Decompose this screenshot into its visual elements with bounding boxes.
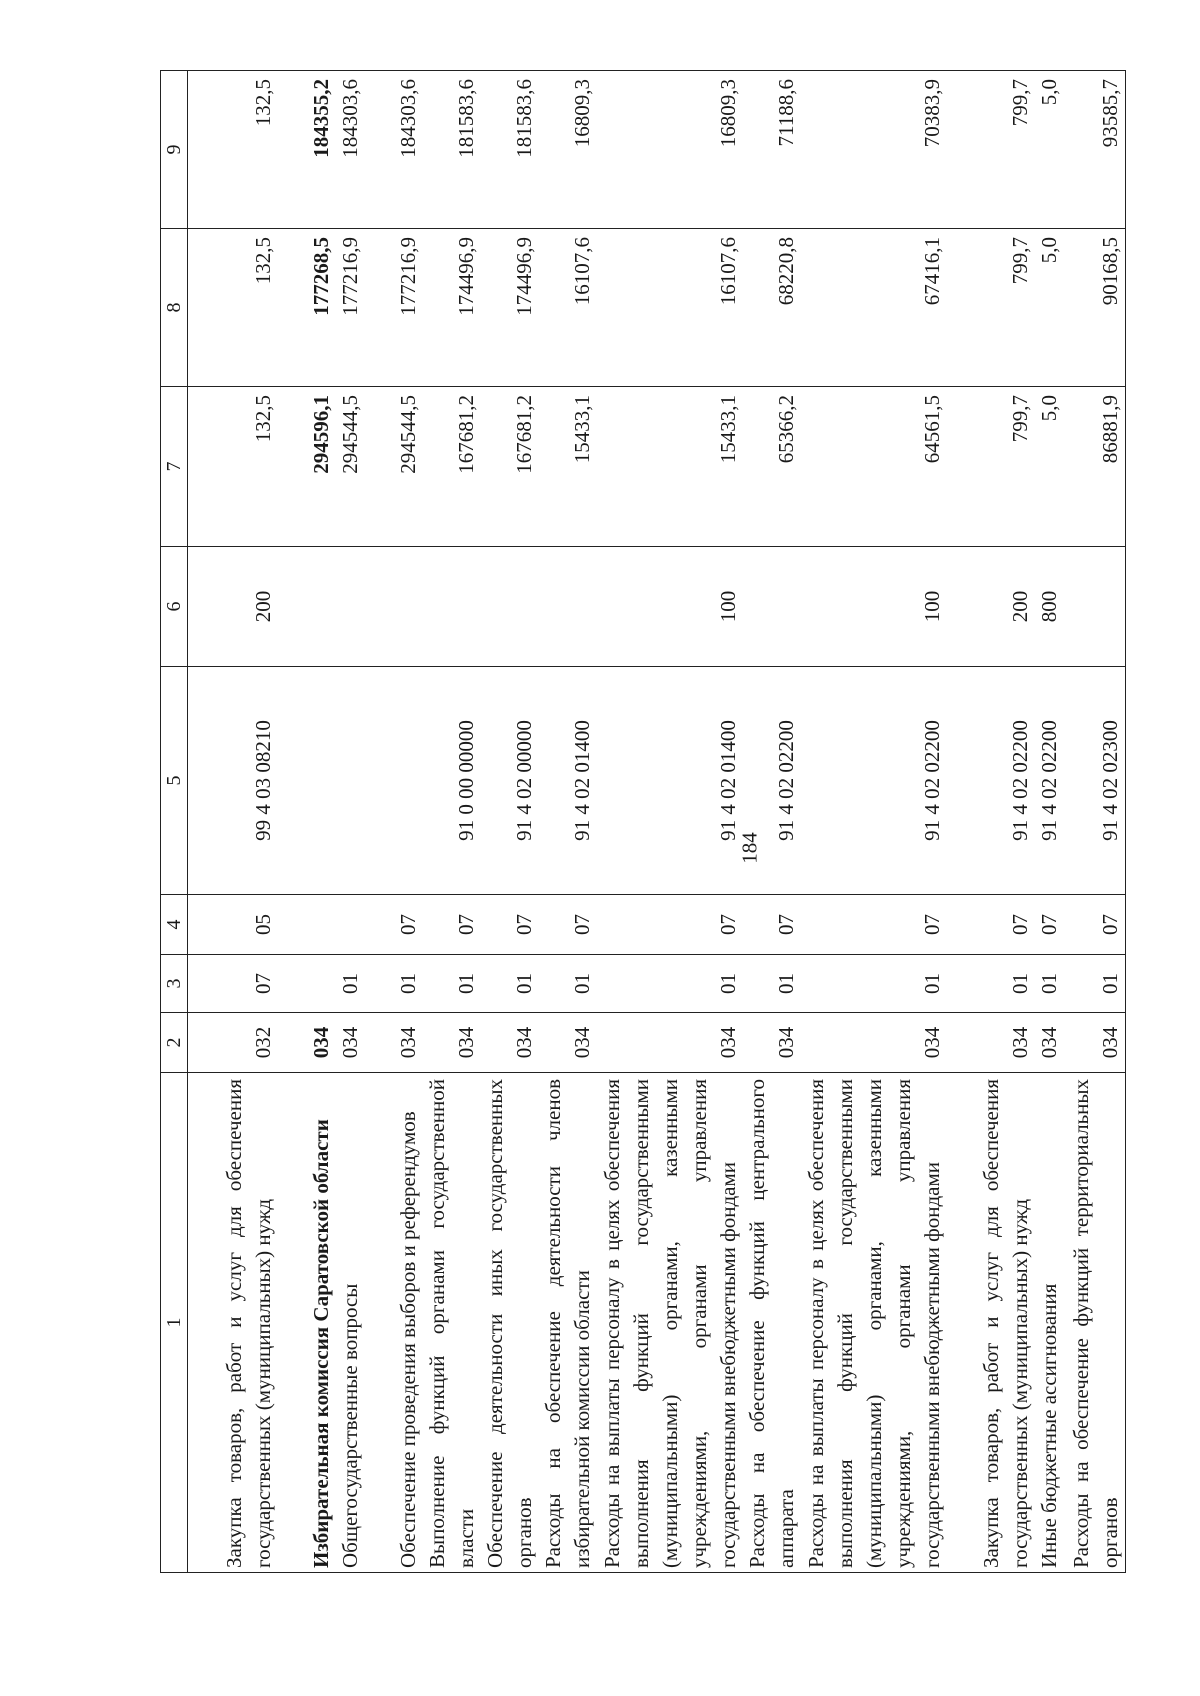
amount-col-9: 70383,9 [801, 71, 947, 229]
expense-type-code [481, 547, 539, 667]
amount-col-9: 184303,6 [336, 71, 365, 229]
subsection-code: 07 [801, 895, 947, 955]
column-header: 4 [161, 895, 188, 955]
column-header: 1 [161, 1073, 188, 1573]
amount-col-7: 15433,1 [539, 387, 597, 547]
section-code: 01 [1035, 955, 1064, 1013]
expense-type-code: 800 [1035, 547, 1064, 667]
column-header: 8 [161, 229, 188, 387]
target-article-code: 91 4 02 02300 [1064, 667, 1126, 895]
subsection-code: 07 [597, 895, 743, 955]
table-row [188, 71, 278, 1573]
amount-col-7: 5,0 [1035, 387, 1064, 547]
ministry-code: 034 [278, 1013, 336, 1073]
amount-col-8: 177216,9 [336, 229, 365, 387]
ministry-code: 034 [336, 1013, 365, 1073]
subsection-code: 07 [743, 895, 801, 955]
amount-col-9: 184355,2 [278, 71, 336, 229]
column-header: 6 [161, 547, 188, 667]
column-header: 5 [161, 667, 188, 895]
target-article-code [365, 667, 423, 895]
amount-col-7: 65366,2 [743, 387, 801, 547]
amount-col-8: 68220,8 [743, 229, 801, 387]
subsection-code: 07 [947, 895, 1035, 955]
section-code: 01 [947, 955, 1035, 1013]
target-article-code: 91 4 02 02200 [1035, 667, 1064, 895]
table-row [801, 71, 947, 1573]
amount-col-9: 132,5 [188, 71, 278, 229]
page-number: 184 [737, 832, 762, 864]
subsection-code: 07 [1064, 895, 1126, 955]
amount-col-9: 16809,3 [539, 71, 597, 229]
column-header: 9 [161, 71, 188, 229]
subsection-code: 07 [365, 895, 423, 955]
amount-col-8: 90168,5 [1064, 229, 1126, 387]
section-code: 01 [539, 955, 597, 1013]
amount-col-9: 181583,6 [423, 71, 481, 229]
amount-col-9: 799,7 [947, 71, 1035, 229]
amount-col-8: 799,7 [947, 229, 1035, 387]
target-article-code: 91 4 02 02200 [801, 667, 947, 895]
subsection-code: 07 [1035, 895, 1064, 955]
amount-col-7: 132,5 [188, 387, 278, 547]
expense-type-code: 100 [597, 547, 743, 667]
ministry-code: 034 [365, 1013, 423, 1073]
amount-col-7: 167681,2 [423, 387, 481, 547]
section-code: 01 [1064, 955, 1126, 1013]
amount-col-8: 16107,6 [597, 229, 743, 387]
table-body [188, 71, 1126, 1573]
subsection-code: 07 [481, 895, 539, 955]
target-article-code: 91 4 02 02200 [947, 667, 1035, 895]
section-code: 01 [597, 955, 743, 1013]
section-code: 01 [743, 955, 801, 1013]
section-code: 07 [188, 955, 278, 1013]
expense-name: Обеспечение проведения выборов и референдумов [365, 1073, 423, 1573]
ministry-code: 034 [481, 1013, 539, 1073]
amount-col-8: 67416,1 [801, 229, 947, 387]
target-article-code: 91 4 02 01400 [597, 667, 743, 895]
expense-name: Закупка товаров, работ и услуг для обеспечения государственных (муниципальных) нужд [947, 1073, 1035, 1573]
table-row [947, 71, 1035, 1573]
target-article-code: 91 4 02 00000 [481, 667, 539, 895]
expense-name: Иные бюджетные ассигнования [1035, 1073, 1064, 1573]
target-article-code [336, 667, 365, 895]
expense-type-code [539, 547, 597, 667]
ministry-code: 034 [423, 1013, 481, 1073]
expense-name: Расходы на выплаты персоналу в целях обеспечения выполнения функций государственными (муниципальными) органами, казенными учреждениями, органами управления государственными внебюджетными фондами [597, 1073, 743, 1573]
ministry-code: 032 [188, 1013, 278, 1073]
amount-col-7: 15433,1 [597, 387, 743, 547]
amount-col-9: 93585,7 [1064, 71, 1126, 229]
ministry-code: 034 [1035, 1013, 1064, 1073]
subsection-code [336, 895, 365, 955]
amount-col-8: 177268,5 [278, 229, 336, 387]
ministry-code: 034 [947, 1013, 1035, 1073]
amount-col-8: 174496,9 [423, 229, 481, 387]
section-code: 01 [336, 955, 365, 1013]
amount-col-7: 294544,5 [365, 387, 423, 547]
table-row [423, 71, 481, 1573]
expense-name: Расходы на выплаты персоналу в целях обеспечения выполнения функций государственными (муниципальными) органами, казенными учреждениями, органами управления государственными внебюджетными фондами [801, 1073, 947, 1573]
expense-name: Общегосударственные вопросы [336, 1073, 365, 1573]
table-header [161, 71, 188, 1573]
amount-col-9: 181583,6 [481, 71, 539, 229]
expense-type-code [336, 547, 365, 667]
expense-type-code [278, 547, 336, 667]
amount-col-8: 132,5 [188, 229, 278, 387]
subsection-code: 07 [423, 895, 481, 955]
section-code: 01 [801, 955, 947, 1013]
section-code: 01 [423, 955, 481, 1013]
table-row [365, 71, 423, 1573]
column-header: 2 [161, 1013, 188, 1073]
expense-type-code [1064, 547, 1126, 667]
expense-type-code: 200 [947, 547, 1035, 667]
target-article-code: 91 0 00 00000 [423, 667, 481, 895]
amount-col-7: 167681,2 [481, 387, 539, 547]
rotated-page-content [160, 71, 1200, 1573]
section-code: 01 [365, 955, 423, 1013]
expense-type-code: 100 [801, 547, 947, 667]
amount-col-8: 5,0 [1035, 229, 1064, 387]
table-row [743, 71, 801, 1573]
ministry-code: 034 [743, 1013, 801, 1073]
ministry-code: 034 [801, 1013, 947, 1073]
ministry-code: 034 [1064, 1013, 1126, 1073]
table-row [278, 71, 336, 1573]
expense-type-code [365, 547, 423, 667]
column-header: 3 [161, 955, 188, 1013]
amount-col-7: 294544,5 [336, 387, 365, 547]
amount-col-9: 184303,6 [365, 71, 423, 229]
expense-name: Расходы на обеспечение функций территориальных органов [1064, 1073, 1126, 1573]
expense-name: Расходы на обеспечение функций центрального аппарата [743, 1073, 801, 1573]
amount-col-9: 16809,3 [597, 71, 743, 229]
amount-col-8: 177216,9 [365, 229, 423, 387]
amount-col-8: 174496,9 [481, 229, 539, 387]
section-code: 01 [481, 955, 539, 1013]
amount-col-7: 64561,5 [801, 387, 947, 547]
amount-col-7: 799,7 [947, 387, 1035, 547]
target-article-code: 99 4 03 08210 [188, 667, 278, 895]
budget-table [160, 70, 1126, 1573]
expense-name: Обеспечение деятельности иных государственных органов [481, 1073, 539, 1573]
column-header: 7 [161, 387, 188, 547]
table-row [539, 71, 597, 1573]
section-code [278, 955, 336, 1013]
expense-type-code [743, 547, 801, 667]
target-article-code: 91 4 02 02200 [743, 667, 801, 895]
expense-type-code [423, 547, 481, 667]
table-row [481, 71, 539, 1573]
table-row [597, 71, 743, 1573]
subsection-code [278, 895, 336, 955]
expense-name: Закупка товаров, работ и услуг для обеспечения государственных (муниципальных) нужд [188, 1073, 278, 1573]
expense-name: Избирательная комиссия Саратовской области [278, 1073, 336, 1573]
ministry-code: 034 [597, 1013, 743, 1073]
expense-type-code: 200 [188, 547, 278, 667]
amount-col-9: 71188,6 [743, 71, 801, 229]
table-row [1064, 71, 1126, 1573]
subsection-code: 05 [188, 895, 278, 955]
table-row [1035, 71, 1064, 1573]
amount-col-7: 294596,1 [278, 387, 336, 547]
subsection-code: 07 [539, 895, 597, 955]
header-row [161, 71, 188, 1573]
target-article-code [278, 667, 336, 895]
target-article-code: 91 4 02 01400 [539, 667, 597, 895]
amount-col-9: 5,0 [1035, 71, 1064, 229]
ministry-code: 034 [539, 1013, 597, 1073]
expense-name: Расходы на обеспечение деятельности членов избирательной комиссии области [539, 1073, 597, 1573]
expense-name: Выполнение функций органами государственной власти [423, 1073, 481, 1573]
amount-col-7: 86881,9 [1064, 387, 1126, 547]
amount-col-8: 16107,6 [539, 229, 597, 387]
table-row [336, 71, 365, 1573]
